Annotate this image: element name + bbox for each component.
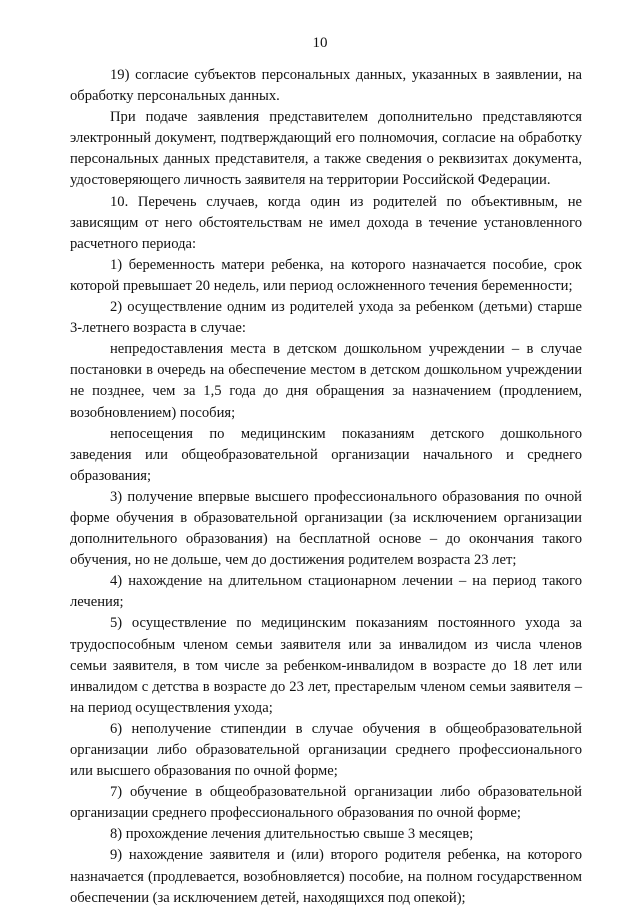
paragraph-item-4: 4) нахождение на длительном стационарном лечении – на период такого лечения; [70, 573, 582, 611]
paragraph-item-5: 5) осуществление по медицинским показаниям постоянного ухода за трудоспособным членом семьи заявителя или за инвалидом из числа членов семьи заявителя, в том числе за ребенком-инвалидом в возрасте до 18 лет или инвалидом с детства в возрасте до 23 лет, престарелым членом семьи заявителя – на период осуществления ухода; [70, 615, 582, 716]
paragraph-item-1: 1) беременность матери ребенка, на которого назначается пособие, срок которой превышает 20 недель, или период осложненного течения беременности; [70, 256, 582, 294]
paragraph-item-2-case-b: непосещения по медицинским показаниям детского дошкольного заведения или общеобразовательной организации начального и среднего образования; [70, 425, 582, 484]
paragraph-item-19: 19) согласие субъектов персональных данных, указанных в заявлении, на обработку персональных данных. [70, 67, 582, 105]
paragraph-item-2-case-a: непредоставления места в детском дошкольном учреждении – в случае постановки в очередь на обеспечение местом в детском дошкольном учреждении не позднее, чем за 1,5 года до дня обращения за назначением (продлением, возобновлением) пособия; [70, 341, 582, 421]
paragraph-item-3: 3) получение впервые высшего профессионального образования по очной форме обучения в образовательной организации (за исключением организации дополнительного образования) на бесплатной основе – до окончания такого обучения, но не дольше, чем до достижения родителем возраста 23 лет; [70, 488, 582, 569]
paragraph-item-8: 8) прохождение лечения длительностью свыше 3 месяцев; [110, 826, 474, 843]
paragraph-item-9: 9) нахождение заявителя и (или) второго родителя ребенка, на которого назначается (продлевается, возобновляется) пособие, на полном государственном обеспечении (за исключением детей, находящихся под опекой); [70, 847, 582, 906]
paragraph-representative: При подаче заявления представителем дополнительно представляются электронный документ, подтверждающий его полномочия, согласие на обработку персональных данных представителя, а также сведения о реквизитах документа, удостоверяющего личность заявителя на территории Российской Федерации. [70, 109, 582, 189]
paragraph-section-10: 10. Перечень случаев, когда один из родителей по объективным, не зависящим от него обстоятельствам не имел дохода в течение установленного расчетного периода: [70, 193, 582, 252]
paragraph-item-2: 2) осуществление одним из родителей ухода за ребенком (детьми) старше 3-летнего возраста в случае: [70, 299, 582, 337]
page-number: 10 [312, 35, 328, 51]
document-body [70, 65, 582, 909]
paragraph-item-6: 6) неполучение стипендии в случае обучения в общеобразовательной организации либо образовательной организации среднего профессионального или высшего образования по очной форме; [70, 720, 582, 780]
paragraph-item-7: 7) обучение в общеобразовательной организации либо образовательной организации среднего профессионального образования по очной форме; [70, 784, 582, 822]
